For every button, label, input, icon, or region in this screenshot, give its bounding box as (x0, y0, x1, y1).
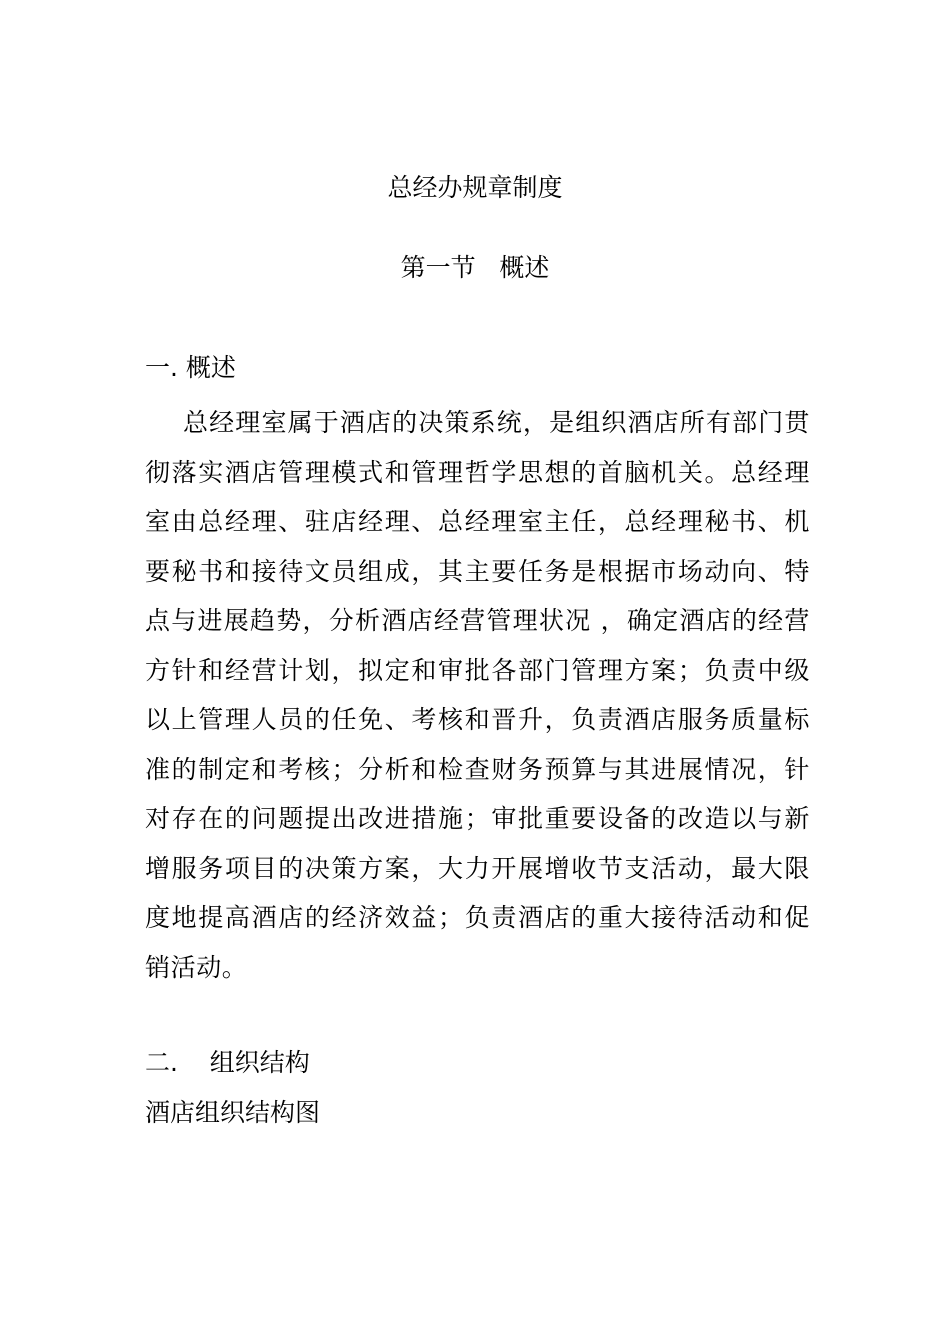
document-title: 总经办规章制度 (387, 173, 563, 202)
overview-paragraph: 总经理室属于酒店的决策系统，是组织酒店所有部门贯彻落实酒店管理模式和管理哲学思想的首脑机关。总经理室由总经理、驻店经理、总经理室主任，总经理秘书、机要秘书和接待文员组成，其主要任务是根据市场动向、特点与进展趋势，分析酒店经营管理状况 ，确定酒店的经营方针和经营计划，拟定和审批各部门管理方案；负责中级以上管理人员的任免、考核和晋升，负责酒店服务质量标准的制定和考核；分析和检查财务预算与其进展情况，针对存在的问题提出改进措施；审批重要设备的改造以与新增服务项目的决策方案，大力开展增收节支活动，最大限度地提高酒店的经济效益；负责酒店的重大接待活动和促销活动。 (145, 408, 810, 982)
heading-org-structure: 二. 组织结构 (145, 1048, 310, 1077)
section-title: 第一节 概述 (400, 253, 550, 282)
heading-overview: 一. 概述 (145, 353, 236, 382)
org-chart-caption: 酒店组织结构图 (145, 1098, 321, 1127)
